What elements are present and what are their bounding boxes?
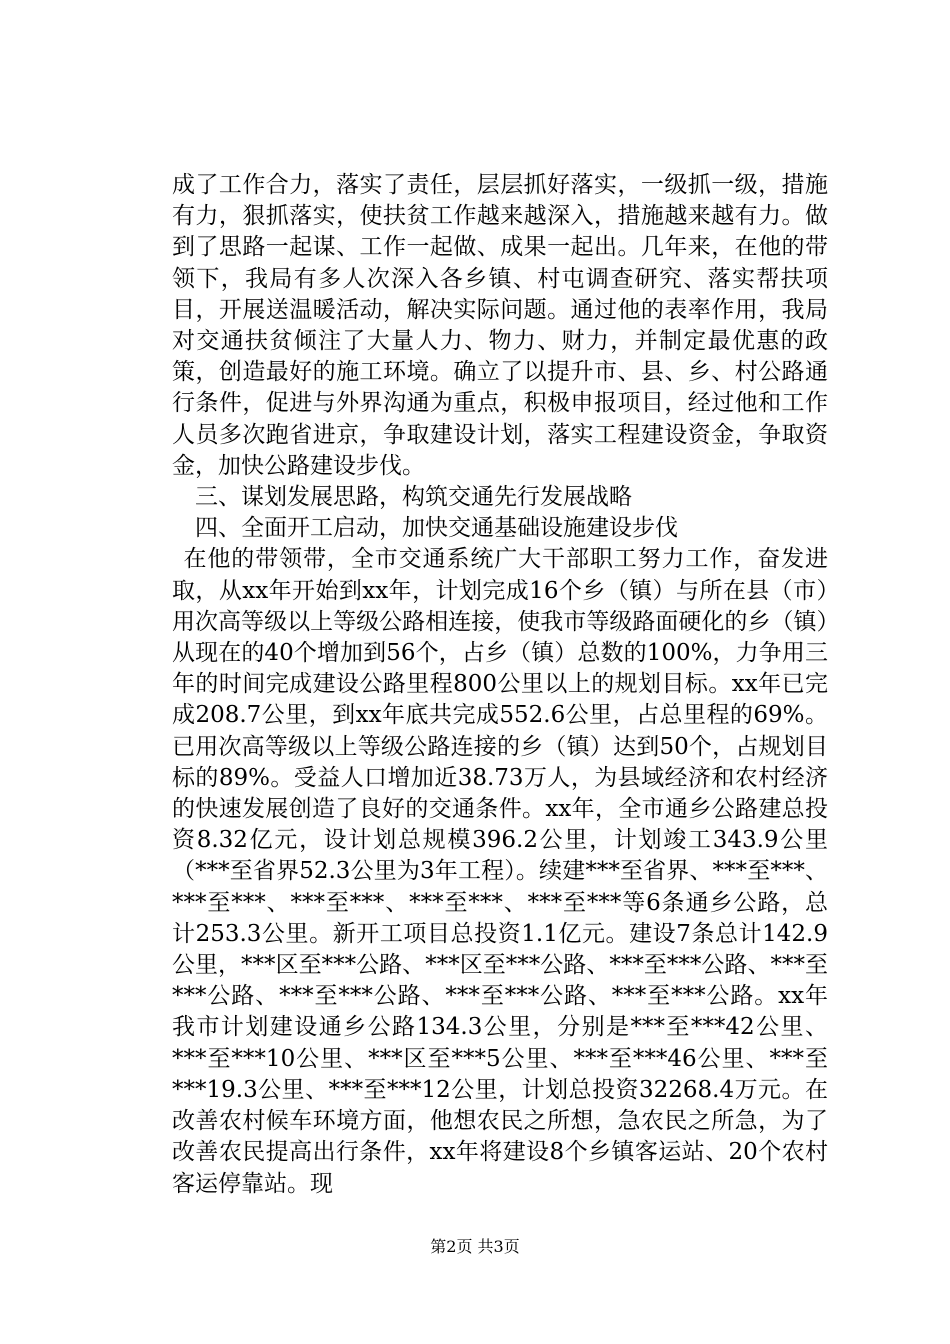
page-number-label: 第2页 共3页 <box>430 1237 520 1256</box>
paragraph-continuation: 成了工作合力，落实了责任，层层抓好落实，一级抓一级，措施有力，狠抓落实，使扶贫工作越来越深入，措施越来越有力。做到了思路一起谋、工作一起做、成果一起出。几年来，在他的带领下，我局有多人次深入各乡镇、村屯调查研究、落实帮扶项目，开展送温暖活动，解决实际问题。通过他的表率作用，我局对交通扶贫倾注了大量人力、物力、财力，并制定最优惠的政策，创造最好的施工环境。确立了以提升市、县、乡、村公路通行条件，促进与外界沟通为重点，积极申报项目，经过他和工作人员多次跑省进京，争取建设计划，落实工程建设资金，争取资金，加快公路建设步伐。 <box>172 172 828 479</box>
paragraph-body: 在他的带领带，全市交通系统广大干部职工努力工作，奋发进取，从xx年开始到xx年，计划完成16个乡（镇）与所在县（市）用次高等级以上等级公路相连接，使我市等级路面硬化的乡（镇）从现在的40个增加到56个，占乡（镇）总数的100%，力争用三年的时间完成建设公路里程800公里以上的规划目标。xx年已完成208.7公里，到xx年底共完成552.6公里，占总里程的69%。已用次高等级以上等级公路连接的乡（镇）达到50个，占规划目标的89%。受益人口增加近38.73万人，为县域经济和农村经济的快速发展创造了良好的交通条件。xx年，全市通乡公路建总投资8.32亿元，设计划总规模396.2公里，计划竣工343.9公里（***至省界52.3公里为3年工程）。续建***至省界、***至***、***至***、***至***、***至***、***至***等6条通乡公路，总计253.3公里。新开工项目总投资1.1亿元。建设7条总计142.9公里，***区至***公路、***区至***公路、***至***公路、***至***公路、***至***公路、***至***公路、***至***公路。xx年我市计划建设通乡公路134.3公里，分别是***至***42公里、***至***10公里、***区至***5公里、***至***46公里、***至***19.3公里、***至***12公里，计划总投资32268.4万元。在改善农村候车环境方面，他想农民之所想，急农民之所急，为了改善农民提高出行条件，xx年将建设8个乡镇客运站、20个农村客运停靠站。现 <box>172 546 828 1197</box>
section-heading-3 <box>172 482 828 513</box>
section-heading-4 <box>172 513 828 544</box>
page-footer <box>0 1237 950 1257</box>
section-heading-4-text: 四、全面开工启动，加快交通基础设施建设步伐 <box>195 515 678 542</box>
document-body <box>172 170 828 1200</box>
section-heading-3-text: 三、谋划发展思路，构筑交通先行发展战略 <box>195 484 632 511</box>
